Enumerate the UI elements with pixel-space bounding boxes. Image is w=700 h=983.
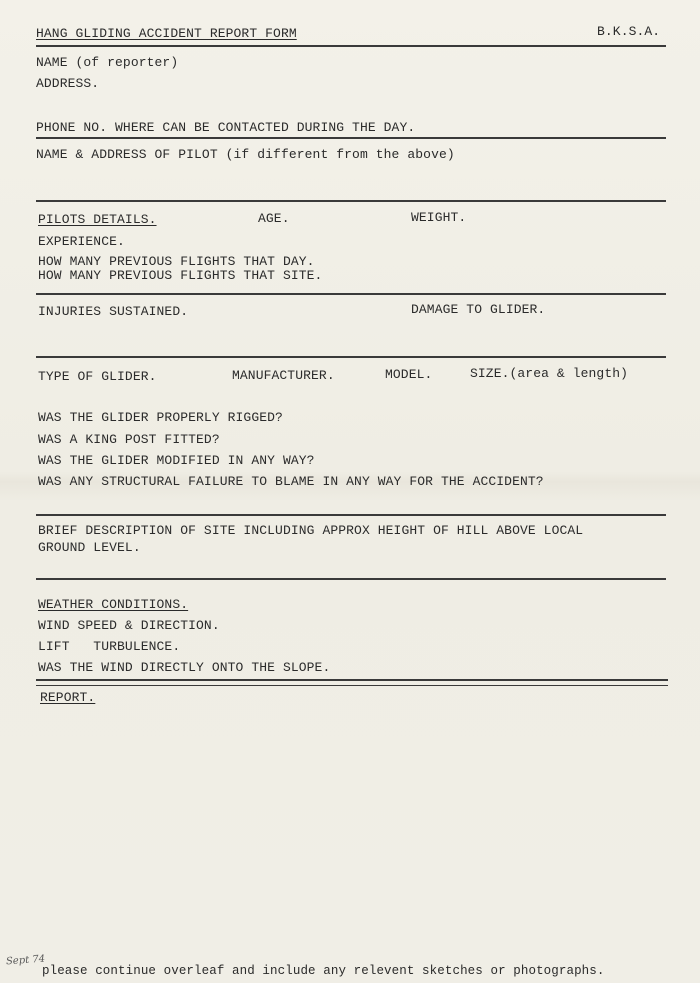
divider [36,45,666,47]
site-description-line2: GROUND LEVEL. [38,540,141,555]
divider [36,679,668,681]
manufacturer-label: MANUFACTURER. [232,368,335,383]
divider [36,514,666,516]
reporter-name-label: NAME (of reporter) [36,55,179,70]
structural-question: WAS ANY STRUCTURAL FAILURE TO BLAME IN ANY WAY FOR THE ACCIDENT? [38,474,544,489]
king-post-question: WAS A KING POST FITTED? [38,432,220,447]
footer-note: please continue overleaf and include any relevent sketches or photographs. [42,964,605,978]
lift-turbulence-label: LIFT TURBULENCE. [38,639,181,654]
reporter-address-label: ADDRESS. [36,76,100,91]
divider [36,685,668,686]
divider [36,293,666,295]
report-heading: REPORT. [40,690,96,705]
handwritten-date: Sept 74 [5,953,46,968]
age-label: AGE. [258,211,290,226]
flights-site-label: HOW MANY PREVIOUS FLIGHTS THAT SITE. [38,268,323,283]
pilot-name-address-label: NAME & ADDRESS OF PILOT (if different from the above) [36,147,455,162]
glider-type-label: TYPE OF GLIDER. [38,369,157,384]
divider [36,137,666,139]
divider [36,200,666,202]
rigged-question: WAS THE GLIDER PROPERLY RIGGED? [38,410,283,425]
size-label: SIZE.(area & length) [470,366,629,381]
experience-label: EXPERIENCE. [38,234,125,249]
phone-label: PHONE NO. WHERE CAN BE CONTACTED DURING THE DAY. [36,120,416,135]
divider [36,578,666,580]
wind-label: WIND SPEED & DIRECTION. [38,618,220,633]
damage-label: DAMAGE TO GLIDER. [411,302,546,317]
weather-heading: WEATHER CONDITIONS. [38,597,189,612]
form-title: HANG GLIDING ACCIDENT REPORT FORM [36,26,297,41]
model-label: MODEL. [385,367,433,382]
pilot-details-heading: PILOTS DETAILS. [38,212,157,227]
divider [36,356,666,358]
wind-slope-question: WAS THE WIND DIRECTLY ONTO THE SLOPE. [38,660,331,675]
weight-label: WEIGHT. [411,210,467,225]
site-description-line1: BRIEF DESCRIPTION OF SITE INCLUDING APPROX HEIGHT OF HILL ABOVE LOCAL [38,523,584,538]
injuries-label: INJURIES SUSTAINED. [38,304,189,319]
flights-day-label: HOW MANY PREVIOUS FLIGHTS THAT DAY. [38,254,315,269]
org-code: B.K.S.A. [597,24,661,39]
modified-question: WAS THE GLIDER MODIFIED IN ANY WAY? [38,453,315,468]
